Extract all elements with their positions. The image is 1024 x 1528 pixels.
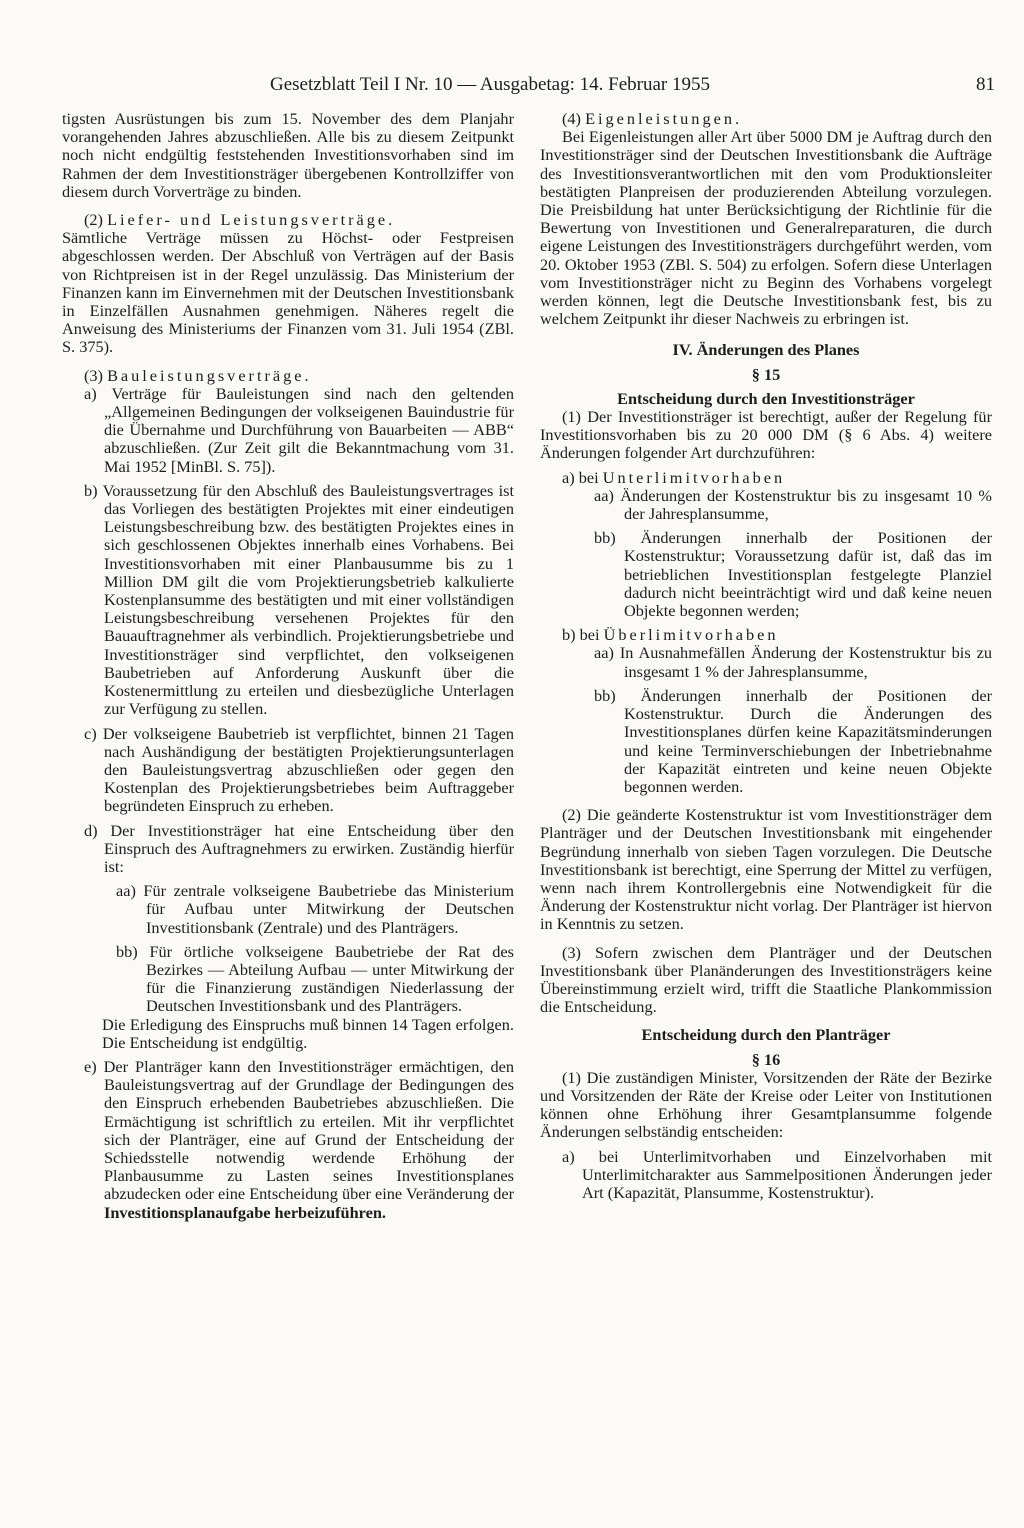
paragraph-15-2: (2) Die geänderte Kostenstruktur ist vom Investitionsträger dem Planträger und der Deutschen Investitionsbank mit eingehender Begründung innerhalb von sieben Tagen vorzulegen. Die Deutsche Investitionsbank ist berechtigt, eine Sperrung der Mittel zu verfügen, wenn nach ihrem Kontrollergebnis eine Notwendigkeit für die Änderung der Kostenstruktur nicht vorlag. Der Planträger ist hiervon in Kenntnis zu setzen. [540,805,992,934]
section-4-text: Bei Eigenleistungen aller Art über 5000 DM je Auftrag durch den Investitionsträger sind der Deutschen Investitionsbank die Aufträge des Investitionsverantwortlichen mit den vom Produktionsleiter bestätigten Planpreisen der produzierenden Abteilung vorzulegen. Die Preisbildung hat unter Berücksichtigung der Richtlinie für die Bewertung von Investitionen und Generalreparaturen, die durch eigene Leistungen des Investitionsträgers durchgeführt werden, vom 20. Oktober 1953 (ZBl. S. 504) zu erfolgen. Sofern diese Unterlagen vom Investitionsträger nicht zu Beginn des Vorhabens vorgelegt werden können, legt die Deutsche Investitionsbank fest, bis zu welchem Zeitpunkt ihr dieser Nachweis zu erbringen ist. [540,127,992,329]
paragraph-15-1: (1) Der Investitionsträger ist berechtigt, außer der Regelung für Investitionsvorhaben bis zu 20 000 DM (§ 6 Abs. 4) weitere Änderungen folgender Art durchzuführen: [540,407,992,463]
section-3-heading: Bauleistungsverträge. [107,365,312,385]
item-d-bb: bb) Für örtliche volkseigene Baubetriebe der Rat des Bezirkes — Abteilung Aufbau — unter Mitwirkung der für die Finanzierung zuständigen Niederlassung der Deutschen Investitionsbank und des Planträgers. [116,941,514,1016]
page-header [270,72,995,98]
section-2-heading: Liefer- und Leistungsverträge. [107,210,396,230]
item-d: d) Der Investitionsträger hat eine Entscheidung über den Einspruch des Auftragnehmers zu erwirken. Zuständig hierfür ist: [84,820,514,876]
item-unterlimit-bb: bb) Änderungen innerhalb der Positionen der Kostenstruktur; Voraussetzung dafür ist, daß das im betrieblichen Investitionsplan festgelegte Planziel dadurch nicht beeinträchtigt wird und daß keine neuen Objekte begonnen werden; [594,528,992,621]
paragraph-16-1: (1) Die zuständigen Minister, Vorsitzenden der Räte der Bezirke und Vorsitzenden der Räte der Kreise oder Leiter von Institutionen können ohne Erhöhung ihrer Gesamtplansumme folgende Änderungen selbständig entscheiden: [540,1067,992,1142]
item-d-conclusion: Die Erledigung des Einspruchs muß binnen 14 Tagen erfolgen. Die Entscheidung ist endgültig. [102,1014,514,1052]
item-unterlimit-label: a) bei [562,467,599,487]
item-ueberlimit-bb: bb) Änderungen innerhalb der Positionen der Kostenstruktur. Durch die Änderungen des Investitionsplanes dürfen keine Kapazitätsminderungen und keine Terminverschiebungen der Inbetriebnahme der Kapazität eintreten und keine neuen Objekte begonnen werden. [594,685,992,796]
item-unterlimit [540,469,992,487]
section-4-heading: Eigenleistungen. [585,109,743,128]
section-2-text: Sämtliche Verträge müssen zu Höchst- oder Festpreisen abgeschlossen werden. Der Abschluß von Verträgen auf der Basis von Richtpreisen ist in der Regel unzulässig. Das Ministerium der Finanzen kann im Einvernehmen mit der Deutschen Investitionsbank in Einzelfällen Ausnahmen genehmigen. Näheres regelt die Anweisung des Ministeriums der Finanzen vom 31. Juli 1954 (ZBl. S. 375). [62,228,514,357]
item-unterlimit-aa: aa) Änderungen der Kostenstruktur bis zu insgesamt 10 % der Jahresplansumme, [594,485,992,524]
item-d-aa: aa) Für zentrale volkseigene Baubetriebe das Ministerium für Aufbau unter Mitwirkung der Deutschen Investitionsbank (Zentrale) und des Planträgers. [116,881,514,937]
right-column [540,110,992,1202]
item-e-bold-text: Investitionsplanaufgabe herbeizuführen. [104,1202,386,1222]
item-16-a: a) bei Unterlimitvorhaben und Einzelvorhaben mit Unterlimitcharakter aus Sammelpositionen Änderungen jeder Art (Kapazität, Plansumme, Kostenstruktur). [562,1146,992,1202]
paragraph-15-heading: Entscheidung durch den Investitionsträger [617,388,915,408]
section-4-number: (4) [562,109,581,128]
section-3-number: (3) [84,365,103,385]
item-ueberlimit-label: b) bei [562,625,600,645]
item-ueberlimit-term: Überlimitvorhaben [603,625,779,645]
chapter-heading: IV. Änderungen des Planes [672,340,860,360]
paragraph-15-number: § 15 [751,364,781,384]
page-number: 81 [976,74,995,95]
item-c: c) Der volkseigene Baubetrieb ist verpflichtet, binnen 21 Tagen nach Aushändigung der bestätigten Projektierungsunterlagen den Bauleistungsvertrag abzuschließen oder gegen den Kostenplan des Projektierungsbetriebes beim Auftraggeber begründeten Einspruch zu erheben. [84,723,514,816]
paragraph-16-number: § 16 [751,1049,781,1069]
item-b: b) Voraussetzung für den Abschluß des Bauleistungsvertrages ist das Vorliegen des bestätigten Projektes mit einer eindeutigen Leistungsbeschreibung bzw. des bestätigten Projektes eines in sich geschlossenen Objektes innerhalb eines Vorhabens. Bei Investitionsvorhaben mit einer Planbausumme bis zu 1 Million DM gilt die vom Projektierungsbetrieb kalkulierte Kostenplansumme des bestätigten und mit einer vollständigen Leistungsbeschreibung versehenen Projektes für den Bauauftragnehmer als verbindlich. Projektierungsbetriebe und Investitionsträger sind verpflichtet, den volkseigenen Baubetrieben auf Anforderung Auskunft über die Kostenermittlung zu erteilen und diesbezügliche Unterlagen zur Verfügung zu stellen. [84,480,514,719]
item-unterlimit-term: Unterlimitvorhaben [602,467,786,487]
left-column [62,110,514,1222]
paragraph-16-heading: Entscheidung durch den Planträger [641,1025,891,1045]
item-ueberlimit [540,626,992,644]
section-4-title [540,110,992,128]
paragraph-15-3: (3) Sofern zwischen dem Planträger und der Deutschen Investitionsbank über Planänderungen des Investitionsträgers keine Übereinstimmung erzielt wird, trifft die Staatliche Plankommission die Entscheidung. [540,942,992,1017]
item-e [62,1058,514,1222]
item-e-text: e) Der Planträger kann den Investitionsträger ermächtigen, den Bauleistungsvertrag auf der Grundlage der Bedingungen des den Einspruch erhebenden Baubetriebes abzuschließen. Die Ermächtigung ist schriftlich zu erteilen. Mit ihr verpflichtet sich der Planträger, eine auf Grund der Entscheidung der Schiedsstelle notwendig werdende Erhöhung der Planbausumme zu Lasten seines Investitionsplanes abzudecken oder eine Entscheidung über eine Veränderung der [84,1056,514,1204]
section-2-number: (2) [84,210,103,230]
header-title: Gesetzblatt Teil I Nr. 10 — Ausgabetag: 14. Februar 1955 [270,74,710,95]
section-2-title [62,211,514,229]
section-3-title [62,367,514,385]
paragraph-continuation: tigsten Ausrüstungen bis zum 15. November des dem Planjahr vorangehenden Jahres abzuschließen. Alle bis zu diesem Zeitpunkt noch nicht endgültig feststehenden Investitionsvorhaben sind im Rahmen der dem Investitionsträger übergebenen Kontrollziffer von diesem durch Vorverträge zu binden. [62,109,514,201]
item-ueberlimit-aa: aa) In Ausnahmefällen Änderung der Kostenstruktur bis zu insgesamt 1 % der Jahresplansumme, [594,643,992,681]
item-a: a) Verträge für Bauleistungen sind nach den geltenden „Allgemeinen Bedingungen der volkseigenen Bauindustrie für die Übernahme und Durchführung von Bauarbeiten — ABB“ abzuschließen. (Zur Zeit gilt die Bekanntmachung vom 31. Mai 1952 [MinBl. S. 75]). [84,383,514,476]
